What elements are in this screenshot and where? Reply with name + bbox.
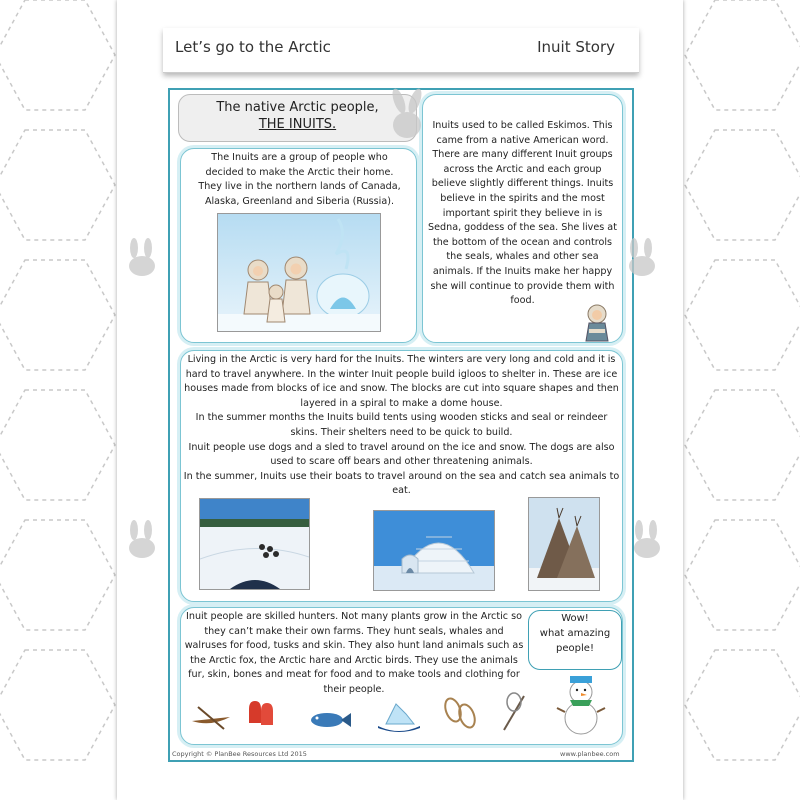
speech-line-1: Wow! [561, 613, 589, 624]
inuit-family-illustration [217, 213, 381, 332]
living-paragraph-2: In the summer months the Inuits build tents using wooden sticks and seal or reindeer skins. Their shelters need to be quick to build. [195, 412, 608, 438]
living-paragraph-4: In the summer, Inuits use their boats to travel around on the sea and catch sea animals to eat. [183, 470, 620, 497]
hunting-text: Inuit people are skilled hunters. Not many plants grow in the Arctic so they can’t make their own farms. They hunt seals, whales and walruses for food, tusks and skin. They also hunt land animals such as the Arctic fox, the Arctic hare and Arctic birds. They use the animals fur, skin, bones and meat for food and to make tools and clothing for their people. [184, 611, 524, 695]
inuit-child-icon [580, 303, 614, 343]
mittens-icon [245, 697, 277, 731]
bunny-watermark-icon [620, 238, 664, 278]
page-title [178, 94, 417, 142]
unit-title: Let’s go to the Arctic [175, 38, 331, 56]
iceberg-icon [376, 700, 422, 736]
skin-tent-photo [528, 497, 600, 591]
speech-line-2: what amazing [539, 628, 611, 639]
beliefs-text: Inuits used to be called Eskimos. This came from a native American word. There are many different Inuit groups across the Arctic and each group believe slightly different things. Inuits believe in the spirits and the most important spirit they believe in is Sedna, goddess of the sea. She lives at the bottom of the ocean and controls the seals, whales and other sea animals. If the Inuits make her happy she will continue to provide them with food. [428, 120, 617, 307]
living-text [183, 353, 620, 499]
lesson-title: Inuit Story [537, 38, 615, 56]
copyright-text: Copyright © PlanBee Resources Ltd 2015 [172, 750, 307, 758]
bunny-watermark-icon [385, 87, 433, 142]
igloo-photo [373, 510, 495, 591]
intro-text: The Inuits are a group of people who decided to make the Arctic their home. They live in the northern lands of Canada, Alaska, Greenland and Siberia (Russia). [198, 152, 401, 207]
bunny-watermark-icon [120, 520, 164, 560]
kayak-icon [190, 703, 232, 731]
title-line-2: THE INUITS. [258, 117, 337, 132]
speech-line-3: people! [556, 643, 594, 654]
website-text: www.planbee.com [560, 750, 620, 758]
bunny-watermark-icon [120, 238, 164, 278]
harpoon-icon [500, 690, 530, 734]
worksheet-header [163, 28, 639, 73]
living-paragraph-3: Inuit people use dogs and a sled to travel around on the ice and snow. The dogs are also used to scare off bears and other threatening animals. [188, 441, 615, 468]
dog-sled-photo [199, 498, 310, 590]
speech-bubble [528, 610, 622, 670]
title-line-1: The native Arctic people, [216, 100, 379, 115]
living-paragraph-1: Living in the Arctic is very hard for the Inuits. The winters are very long and cold and it is hard to travel anywhere. In the winter Inuit people build igloos to shelter in. These are ice houses made from blocks of ice and snow. The blocks are cut into square shapes and then layered in a spiral to make a dome house. [184, 354, 619, 409]
fish-icon [307, 710, 351, 730]
snowman-icon [556, 670, 606, 738]
bunny-watermark-icon [625, 520, 669, 560]
snowshoes-icon [441, 696, 479, 732]
